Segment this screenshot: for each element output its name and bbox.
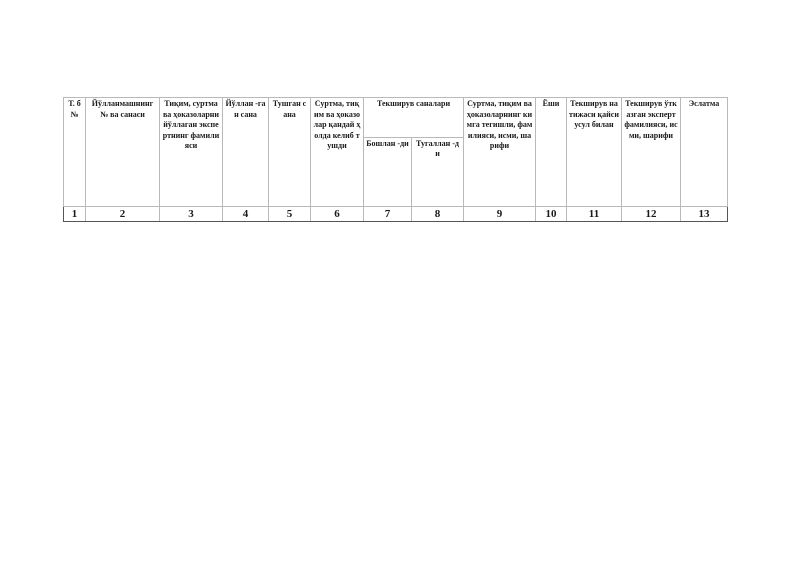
column-number: 10 <box>536 207 567 222</box>
header-sample-owner: Суртма, тиқим ва ҳоказоларнинг кимга тегишли, фамилияси, исми, шарифи <box>464 98 536 207</box>
column-number: 7 <box>364 207 412 222</box>
header-received-date: Тушган сана <box>269 98 311 207</box>
header-examination-dates: Текширув саналари <box>364 98 464 138</box>
column-number: 1 <box>64 207 86 222</box>
header-note: Эслатма <box>681 98 728 207</box>
column-number: 12 <box>622 207 681 222</box>
column-number: 11 <box>567 207 622 222</box>
column-number: 3 <box>160 207 223 222</box>
register-table <box>63 97 728 222</box>
column-number: 2 <box>86 207 160 222</box>
header-start-date: Бошлан -ди <box>364 137 412 206</box>
header-referral-number-date: Йўлланмашнинг № ва санаси <box>86 98 160 207</box>
column-number: 8 <box>412 207 464 222</box>
header-sending-expert: Тиқим, суртма ва ҳоказоларни йўллаган экспертнинг фамилияси <box>160 98 223 207</box>
header-examining-expert: Текширув ўтказган эксперт фамилияси, исми, шарифи <box>622 98 681 207</box>
column-number: 9 <box>464 207 536 222</box>
column-number: 6 <box>311 207 364 222</box>
column-number: 5 <box>269 207 311 222</box>
header-sample-condition: Суртма, тиқим ва ҳоказолар қандай ҳолда келиб тушди <box>311 98 364 207</box>
header-sent-date: Йўллан -ган сана <box>223 98 269 207</box>
header-age: Ёши <box>536 98 567 207</box>
column-number-row <box>64 207 728 222</box>
column-number: 13 <box>681 207 728 222</box>
column-number: 4 <box>223 207 269 222</box>
header-row-number: Т. б № <box>64 98 86 207</box>
header-end-date: Тугаллан -ди <box>412 137 464 206</box>
header-row-1 <box>64 98 728 138</box>
header-examination-method: Текширув натижаси қайси усул билан <box>567 98 622 207</box>
